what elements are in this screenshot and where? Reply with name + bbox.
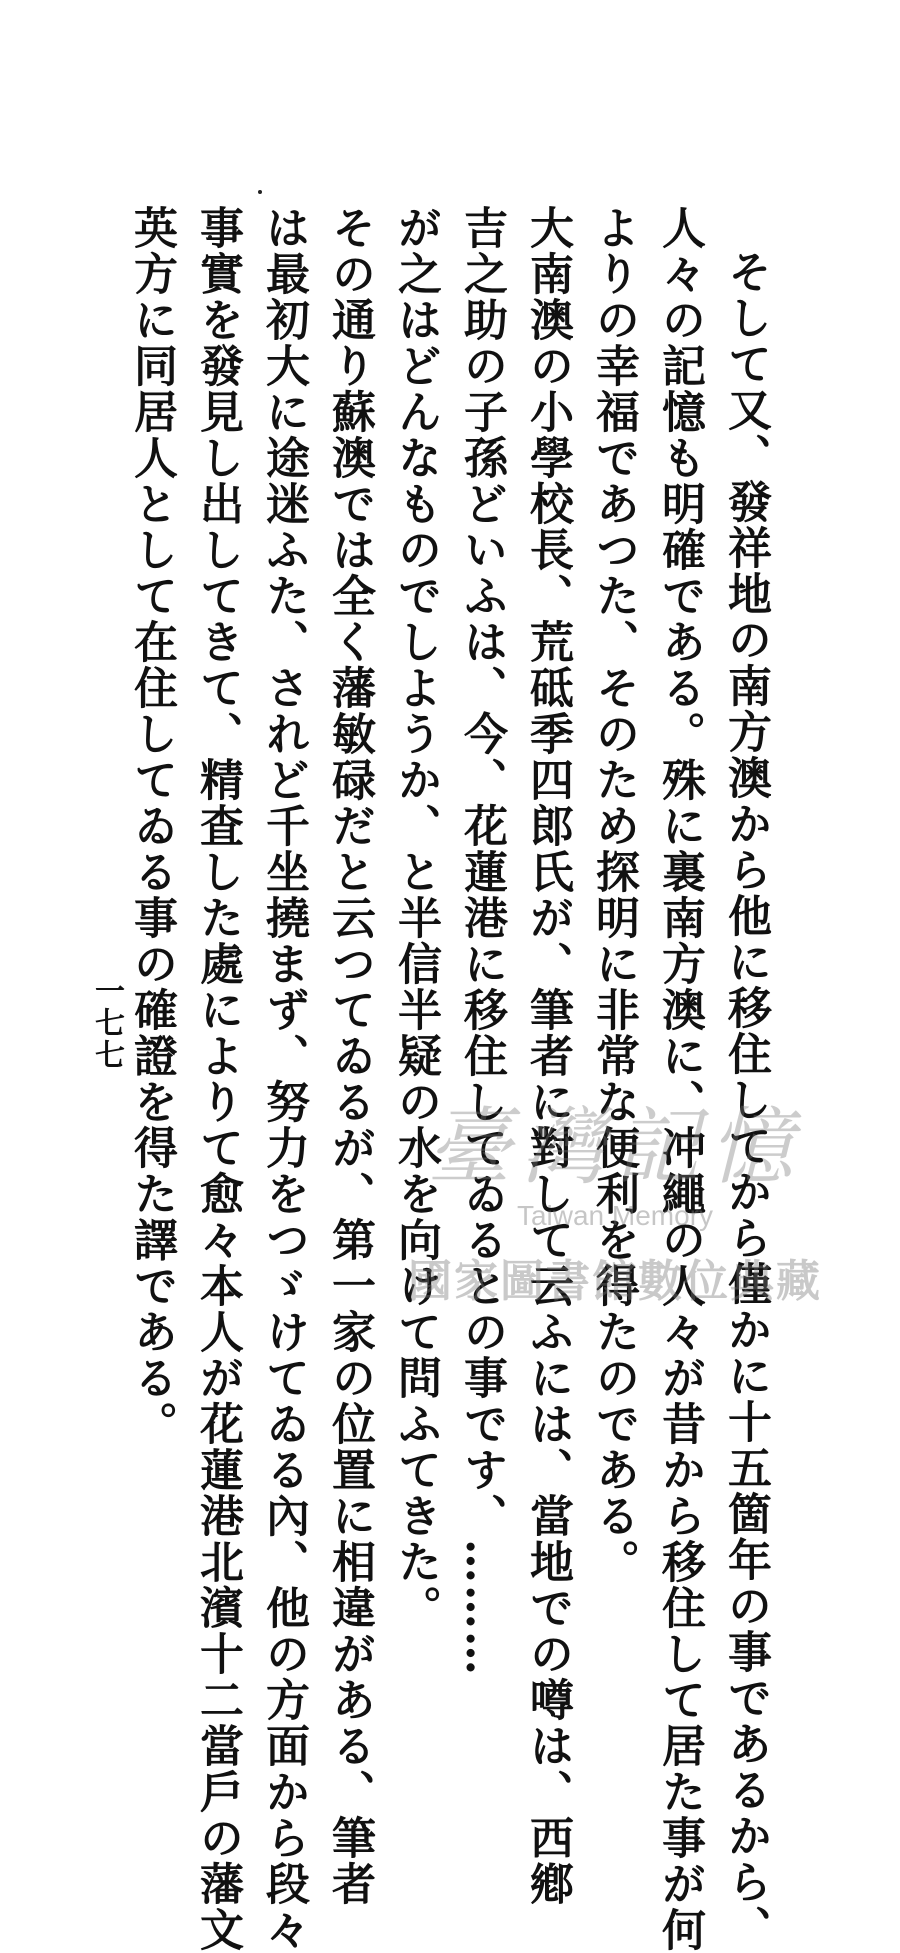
text-column: その通り蘇澳では全く藩敏碌だと云つてゐるが、第一家の位置に相違がある、筆者	[324, 205, 375, 1907]
watermark-subtitle: Taiwan Memory	[516, 1200, 714, 1231]
text-column: 吉之助の子孫どいふは、今、花蓮港に移住してゐるとの事です、………	[456, 205, 507, 1677]
print-speck	[258, 190, 262, 194]
watermark-institution: 國家圖書館數位典藏	[408, 1256, 822, 1307]
text-column: よりの幸福であつた、そのため探明に非常な便利を得たのである。	[588, 205, 639, 1585]
text-column: そして又、發祥地の南方澳から他に移住してから僅かに十五箇年の事であるから、	[720, 249, 771, 1951]
text-column: 英方に同居人として在住してゐる事の確證を得た譯である。	[126, 205, 177, 1447]
text-column: 大南澳の小學校長、荒砥季四郎氏が、筆者に對して云ふには、當地での噂は、西鄕	[522, 205, 573, 1907]
text-column: は最初大に途迷ふた、されど千坐撓まず、努力をつゞけてゐる內、他の方面から段々	[258, 205, 309, 1953]
text-column: が之はどんなものでしようか、と半信半疑の水を向けて問ふてきた。	[390, 205, 441, 1631]
page-number: 一七七	[89, 975, 124, 1071]
text-column: 事實を發見し出してきて、精査した處によりて愈々本人が花蓮港北濱十二當戶の藩文	[192, 205, 243, 1953]
watermark-title: 臺灣記憶	[426, 1098, 803, 1196]
body-text	[118, 205, 778, 1953]
text-column: 人々の記憶も明確である。殊に裏南方澳に、冲繩の人々が昔から移住して居た事が何	[654, 205, 705, 1953]
